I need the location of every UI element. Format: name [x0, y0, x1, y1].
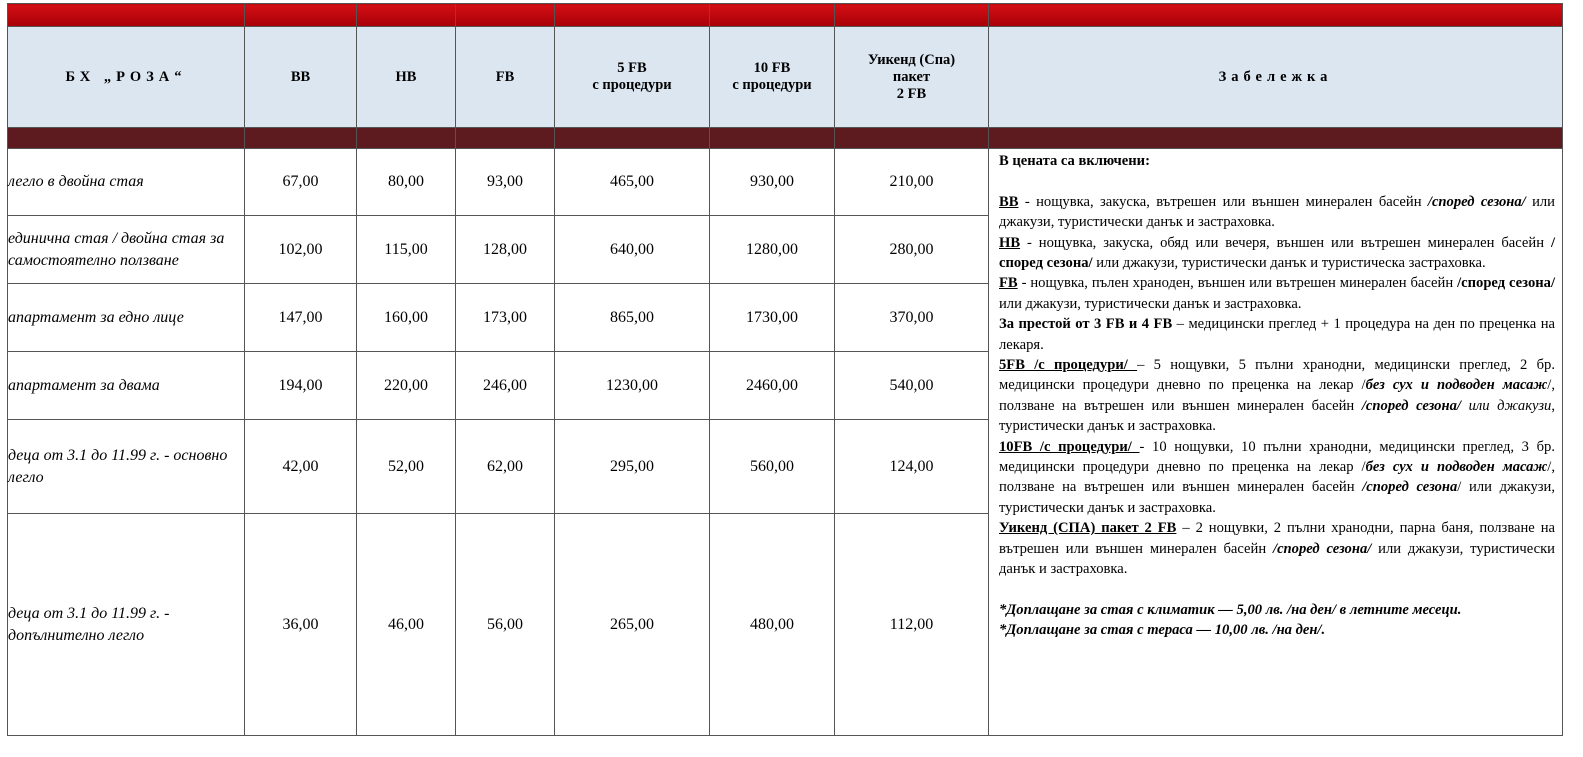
price-fb: 93,00 — [456, 149, 555, 216]
price-hb: 52,00 — [357, 420, 456, 514]
price-weekend: 540,00 — [835, 352, 989, 420]
note-header: Забележка — [989, 27, 1563, 128]
price-fb: 173,00 — [456, 284, 555, 352]
notes-cell — [989, 149, 1563, 736]
price-bb: 102,00 — [245, 216, 357, 284]
price-fb5: 865,00 — [555, 284, 710, 352]
room-type-label: деца от 3.1 до 11.99 г. - основно легло — [8, 420, 245, 514]
price-fb10: 930,00 — [710, 149, 835, 216]
price-weekend: 370,00 — [835, 284, 989, 352]
price-bb: 42,00 — [245, 420, 357, 514]
price-hb: 46,00 — [357, 514, 456, 736]
price-bb: 147,00 — [245, 284, 357, 352]
price-fb: 128,00 — [456, 216, 555, 284]
note-weekend: Уикенд (СПА) пакет 2 FB – 2 нощувки, 2 пълни хранодни, парна баня, ползване на вътрешен или външен минерален басейн /според сезона/ или джакузи, туристически данък и застраховка. — [999, 520, 1555, 578]
price-table — [7, 3, 1563, 736]
included-title: В цената са включени: — [999, 153, 1150, 169]
weekend-spa-header: Уикенд (Спа) пакет 2 FB — [835, 27, 989, 128]
price-fb: 56,00 — [456, 514, 555, 736]
header-row — [8, 27, 1563, 128]
price-fb5: 465,00 — [555, 149, 710, 216]
price-hb: 220,00 — [357, 352, 456, 420]
price-fb10: 2460,00 — [710, 352, 835, 420]
extra-terrace: *Доплащане за стая с тераса — 10,00 лв. /на ден/. — [999, 622, 1326, 639]
room-type-label: апартамент за едно лице — [8, 284, 245, 352]
extra-ac: *Доплащане за стая с климатик — 5,00 лв. /на ден/ в летните месеци. — [999, 601, 1462, 618]
fb-header: FB — [456, 27, 555, 128]
maroon-band — [8, 128, 1563, 149]
price-fb10: 1280,00 — [710, 216, 835, 284]
room-type-label: апартамент за двама — [8, 352, 245, 420]
price-fb: 62,00 — [456, 420, 555, 514]
price-fb5: 640,00 — [555, 216, 710, 284]
note-fb5: 5FB /с процедури/ – 5 нощувки, 5 пълни хранодни, медицински преглед, 2 бр. медицински процедури дневно по преценка на лекар /без сух и подводен масаж/, ползване на вътрешен или външен минерален басейн /според сезона/ или джакузи, туристически данък и застраховка. — [999, 357, 1555, 435]
price-weekend: 124,00 — [835, 420, 989, 514]
price-fb10: 560,00 — [710, 420, 835, 514]
room-type-label: единична стая / двойна стая за самостоятелно ползване — [8, 216, 245, 284]
bb-header: ВВ — [245, 27, 357, 128]
note-fb: FB - нощувка, пълен храноден, външен или вътрешен минерален басейн /според сезона/ или джакузи, туристически данък и застраховка. — [999, 275, 1555, 312]
note-fb10: 10FB /с процедури/ - 10 нощувки, 10 пълни хранодни, медицински преглед, 3 бр. медицински процедури дневно по преценка на лекар /без сух и подводен масаж/, ползване на вътрешен или външен минерален басейн /според сезона/ или джакузи, туристически данък и застраховка. — [999, 438, 1555, 516]
note-bb: ВВ - нощувка, закуска, вътрешен или външен минерален басейн /според сезона/ или джакузи, туристически данък и застраховка. — [999, 193, 1555, 231]
room-type-label: легло в двойна стая — [8, 149, 245, 216]
price-hb: 160,00 — [357, 284, 456, 352]
price-fb10: 480,00 — [710, 514, 835, 736]
price-fb10: 1730,00 — [710, 284, 835, 352]
price-fb5: 295,00 — [555, 420, 710, 514]
price-weekend: 210,00 — [835, 149, 989, 216]
price-weekend: 280,00 — [835, 216, 989, 284]
price-fb5: 265,00 — [555, 514, 710, 736]
fb10-header: 10 FB с процедури — [710, 27, 835, 128]
top-red-band — [8, 4, 1563, 27]
price-bb: 67,00 — [245, 149, 357, 216]
fb5-header: 5 FB с процедури — [555, 27, 710, 128]
price-bb: 194,00 — [245, 352, 357, 420]
note-hb: НВ - нощувка, закуска, обяд или вечеря, външен или вътрешен минерален басейн /според сезона/ или джакузи, туристически данък и туристическа застраховка. — [999, 234, 1555, 272]
hb-header: НВ — [357, 27, 456, 128]
table-row — [8, 149, 1563, 216]
price-fb: 246,00 — [456, 352, 555, 420]
price-fb5: 1230,00 — [555, 352, 710, 420]
hotel-name-header: БХ „РОЗА“ — [8, 27, 245, 128]
price-hb: 80,00 — [357, 149, 456, 216]
price-bb: 36,00 — [245, 514, 357, 736]
note-stay: За престой от 3 FB и 4 FB – медицински преглед + 1 процедура на ден по преценка на лекаря. — [999, 316, 1555, 353]
room-type-label: деца от 3.1 до 11.99 г. - допълнително легло — [8, 514, 245, 736]
price-hb: 115,00 — [357, 216, 456, 284]
price-weekend: 112,00 — [835, 514, 989, 736]
